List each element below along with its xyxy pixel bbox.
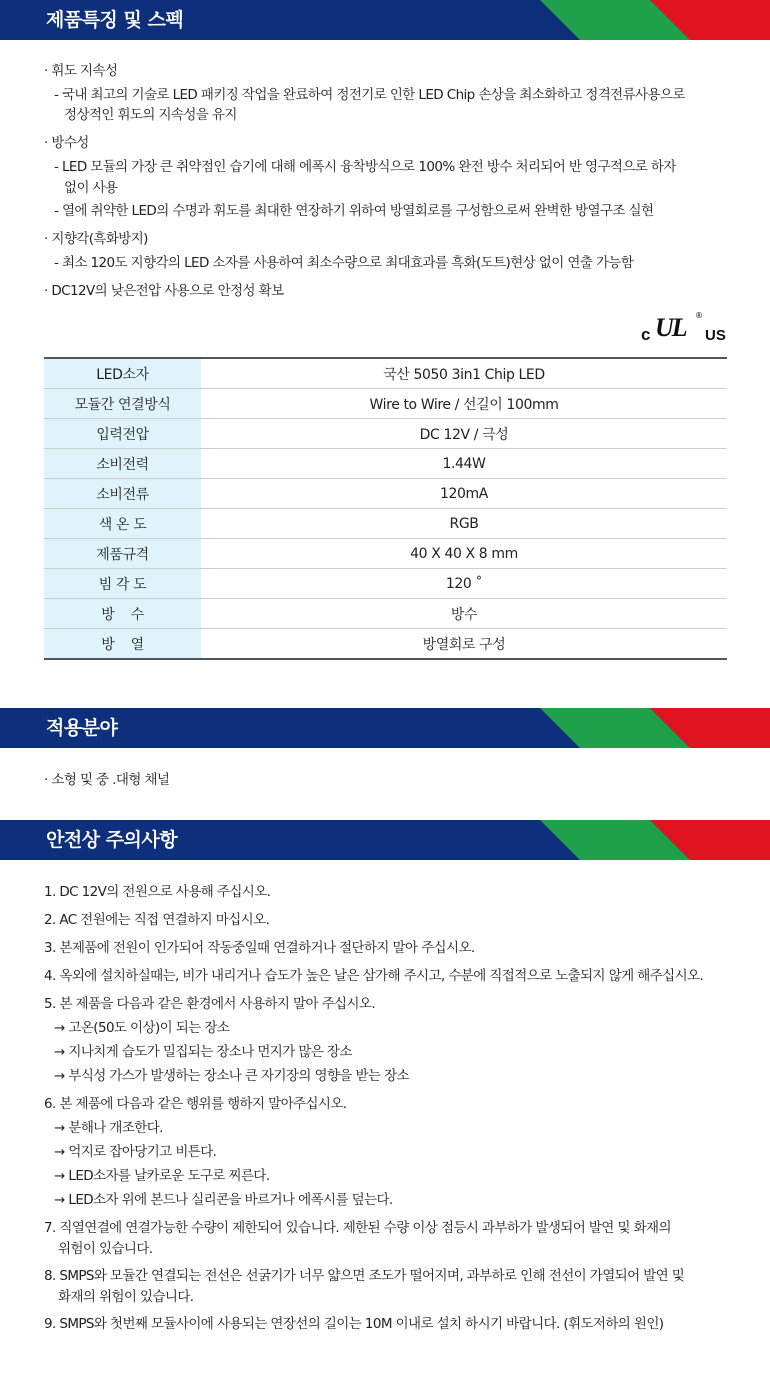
feature-heat-detail: - 열에 취약한 LED의 수명과 휘도를 최대한 연장하기 위하여 방열회로를 구성함으로써 완벽한 방열구조 실현 — [54, 203, 654, 219]
spec-row — [44, 569, 727, 599]
safety-note-5: 5. 본 제품을 다음과 같은 환경에서 사용하지 말아 주십시오. — [44, 996, 376, 1012]
feature-waterproof: · 방수성 — [44, 135, 89, 151]
feature-luminance-detail-cont: 정상적인 휘도의 지속성을 유지 — [64, 107, 237, 123]
spec-label: 모듈간 연결방식 — [44, 389, 201, 419]
spec-label: 입력전압 — [44, 419, 201, 449]
safety-note-2: 2. AC 전원에는 직접 연결하지 마십시오. — [44, 912, 270, 928]
spec-value: 1.44W — [201, 449, 727, 479]
tricolor-decoration-icon — [540, 708, 770, 748]
spec-label: 방 열 — [44, 629, 201, 660]
safety-note-1: 1. DC 12V의 전원으로 사용해 주십시오. — [44, 884, 271, 900]
safety-note-9: 9. SMPS와 첫번째 모듈사이에 사용되는 연장선의 길이는 10M 이내로 설치 하시기 바랍니다. (휘도저하의 원인) — [44, 1316, 664, 1332]
safety-note-6-b: → 억지로 잡아당기고 비튼다. — [54, 1144, 217, 1160]
spec-row — [44, 479, 727, 509]
spec-value: 방수 — [201, 599, 727, 629]
safety-note-7: 7. 직열연결에 연결가능한 수량이 제한되어 있습니다. 제한된 수량 이상 점등시 과부하가 발생되어 발연 및 화재의 — [44, 1220, 671, 1236]
spec-value: DC 12V / 극성 — [201, 419, 727, 449]
spec-row — [44, 629, 727, 660]
tricolor-decoration-icon — [540, 0, 770, 40]
spec-table — [44, 357, 727, 660]
safety-note-4: 4. 옥외에 설치하실때는, 비가 내리거나 습도가 높은 날은 삼가해 주시고, 수분에 직접적으로 노출되지 않게 해주십시오. — [44, 968, 704, 984]
features-section-title: 제품특징 및 스펙 — [46, 9, 184, 31]
spec-label: 방 수 — [44, 599, 201, 629]
cert-ul: UL — [655, 313, 686, 342]
safety-section-title: 안전상 주의사항 — [46, 829, 178, 851]
application-channel: · 소형 및 중 .대형 채널 — [44, 772, 170, 788]
spec-value: 40 X 40 X 8 mm — [201, 539, 727, 569]
spec-value: 120 ˚ — [201, 569, 727, 599]
spec-value: 120mA — [201, 479, 727, 509]
spec-value: Wire to Wire / 선길이 100mm — [201, 389, 727, 419]
features-section-header — [0, 0, 770, 40]
spec-label: LED소자 — [44, 358, 201, 389]
cert-us: US — [705, 327, 726, 344]
safety-note-6-c: → LED소자를 날카로운 도구로 찌른다. — [54, 1168, 270, 1184]
spec-row — [44, 539, 727, 569]
spec-row — [44, 419, 727, 449]
spec-label: 빔 각 도 — [44, 569, 201, 599]
spec-row — [44, 599, 727, 629]
safety-section-header — [0, 820, 770, 860]
safety-note-5-a: → 고온(50도 이상)이 되는 장소 — [54, 1020, 230, 1036]
safety-note-8-cont: 화재의 위험이 있습니다. — [58, 1289, 194, 1305]
feature-low-voltage: · DC12V의 낮은전압 사용으로 안정성 확보 — [44, 283, 284, 299]
spec-row — [44, 509, 727, 539]
spec-row — [44, 358, 727, 389]
safety-note-6: 6. 본 제품에 다음과 같은 행위를 행하지 말아주십시오. — [44, 1096, 347, 1112]
spec-label: 소비전류 — [44, 479, 201, 509]
feature-waterproof-detail-cont: 없이 사용 — [64, 180, 118, 196]
safety-note-5-c: → 부식성 가스가 발생하는 장소나 큰 자기장의 영향을 받는 장소 — [54, 1068, 409, 1084]
spec-label: 제품규격 — [44, 539, 201, 569]
safety-note-7-cont: 위험이 있습니다. — [58, 1241, 153, 1257]
feature-luminance-detail: - 국내 최고의 기술로 LED 패키징 작업을 완료하여 정전기로 인한 LED Chip 손상을 최소화하고 정격전류사용으로 — [54, 87, 685, 103]
tricolor-decoration-icon — [540, 820, 770, 860]
cert-c: c — [641, 325, 651, 344]
feature-waterproof-detail: - LED 모듈의 가장 큰 취약점인 습기에 대해 에폭시 융착방식으로 100% 완전 방수 처리되어 반 영구적으로 하자 — [54, 159, 676, 175]
safety-note-8: 8. SMPS와 모듈간 연결되는 전선은 선굵기가 너무 얇으면 조도가 떨어지며, 과부하로 인해 전선이 가열되어 발연 및 — [44, 1268, 685, 1284]
safety-note-3: 3. 본제품에 전원이 인가되어 작동중일때 연결하거나 절단하지 말아 주십시오. — [44, 940, 475, 956]
feature-luminance: · 휘도 지속성 — [44, 63, 118, 79]
spec-value: 국산 5050 3in1 Chip LED — [201, 358, 727, 389]
spec-value: 방열회로 구성 — [201, 629, 727, 660]
safety-note-6-d: → LED소자 위에 본드나 실리콘을 바르거나 에폭시를 덮는다. — [54, 1192, 393, 1208]
cul-us-certification-logo — [641, 311, 727, 345]
safety-note-6-a: → 분해나 개조한다. — [54, 1120, 163, 1136]
safety-note-5-b: → 지나치게 습도가 밀집되는 장소나 먼지가 많은 장소 — [54, 1044, 352, 1060]
feature-beam-angle: · 지향각(흑화방지) — [44, 231, 148, 247]
spec-row — [44, 389, 727, 419]
spec-label: 소비전력 — [44, 449, 201, 479]
feature-beam-angle-detail: - 최소 120도 지향각의 LED 소자를 사용하여 최소수량으로 최대효과를 흑화(도트)현상 없이 연출 가능함 — [54, 255, 634, 271]
spec-label: 색 온 도 — [44, 509, 201, 539]
applications-section-title: 적용분야 — [46, 717, 118, 739]
spec-value: RGB — [201, 509, 727, 539]
cert-registered: ® — [695, 311, 703, 320]
spec-row — [44, 449, 727, 479]
applications-section-header — [0, 708, 770, 748]
